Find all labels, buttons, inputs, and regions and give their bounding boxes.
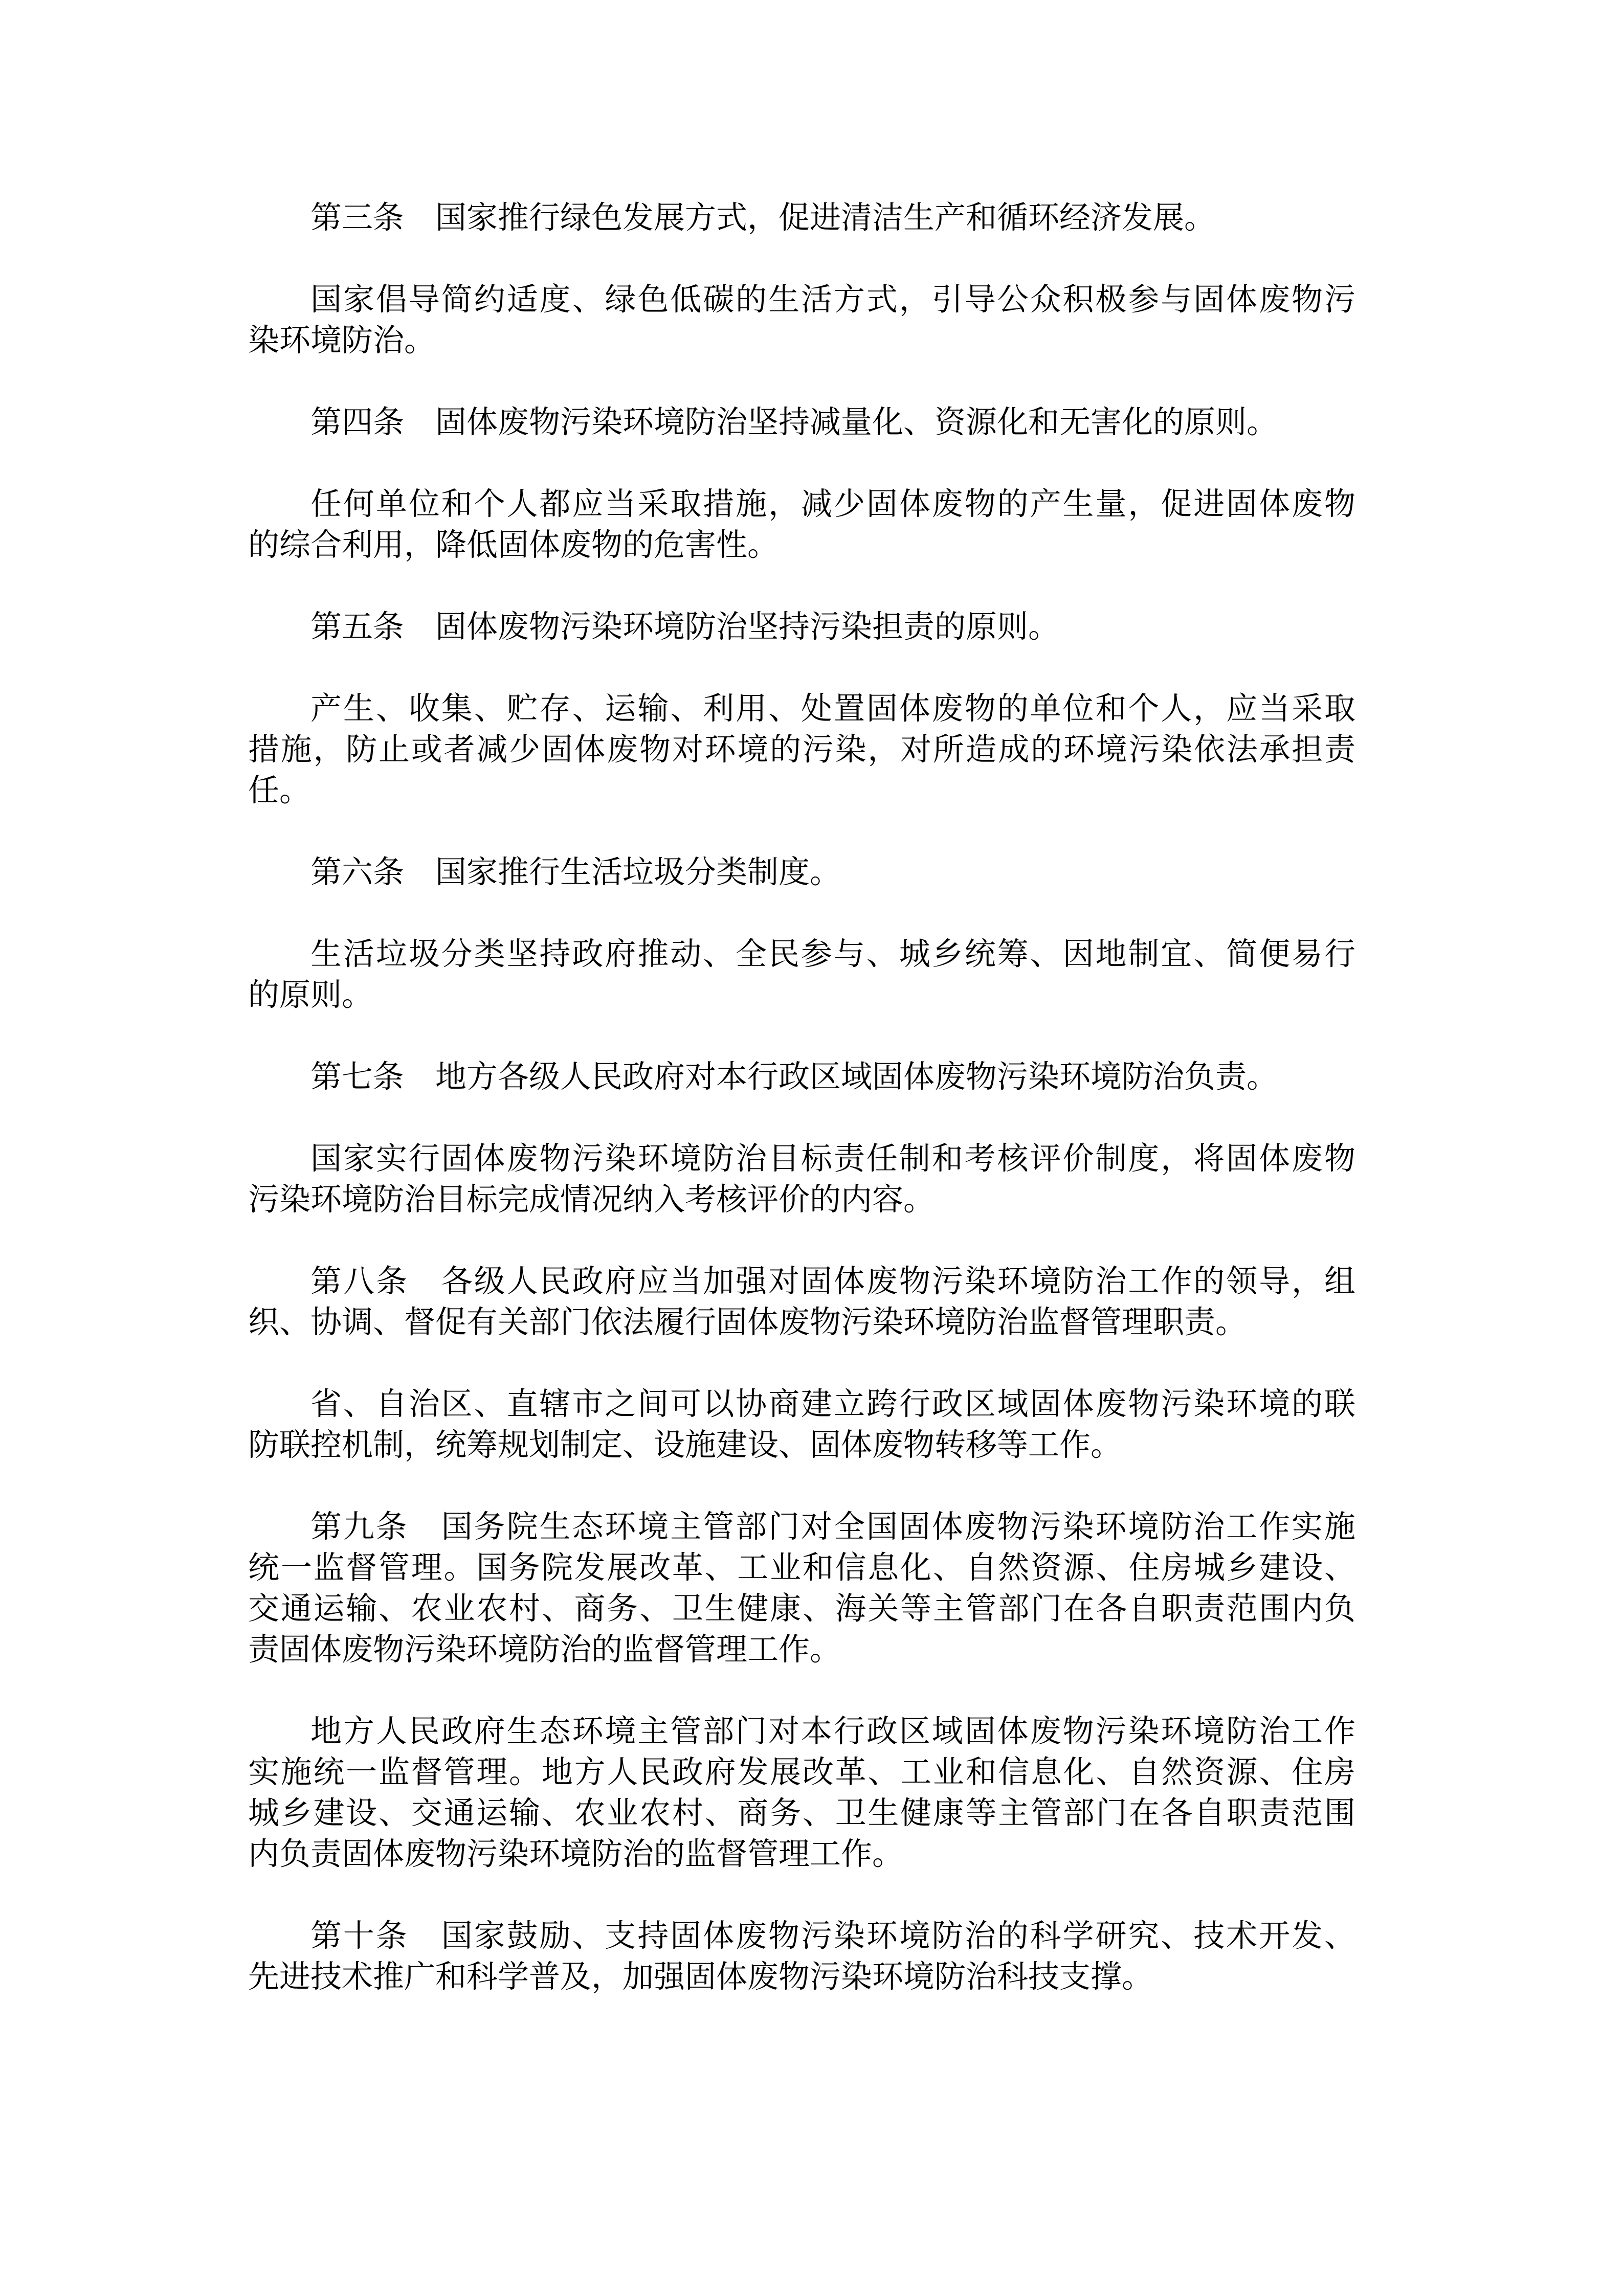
paragraph bbox=[248, 934, 1355, 1016]
text-line: 地方人民政府生态环境主管部门对本行政区域固体废物污染环境防治工作 bbox=[310, 1713, 1355, 1749]
text-line: 第八条 各级人民政府应当加强对固体废物污染环境防治工作的领导，组 bbox=[310, 1263, 1355, 1299]
text-line: 生活垃圾分类坚持政府推动、全民参与、城乡统筹、因地制宜、简便易行 bbox=[310, 936, 1355, 972]
paragraph bbox=[248, 484, 1355, 566]
text-line: 先进技术推广和科学普及，加强固体废物污染环境防治科技支撑。 bbox=[248, 1959, 1153, 1995]
document-content bbox=[248, 197, 1355, 2038]
text-line: 措施，防止或者减少固体废物对环境的污染，对所造成的环境污染依法承担责 bbox=[248, 731, 1355, 768]
text-line: 城乡建设、交通运输、农业农村、商务、卫生健康等主管部门在各自职责范围 bbox=[248, 1795, 1355, 1831]
paragraph bbox=[248, 852, 1355, 893]
text-line: 第三条 国家推行绿色发展方式，促进清洁生产和循环经济发展。 bbox=[310, 199, 1216, 236]
text-line: 染环境防治。 bbox=[248, 322, 436, 358]
text-line: 责固体废物污染环境防治的监督管理工作。 bbox=[248, 1631, 841, 1668]
paragraph bbox=[248, 1916, 1355, 1997]
text-line: 第四条 固体废物污染环境防治坚持减量化、资源化和无害化的原则。 bbox=[310, 404, 1278, 440]
text-line: 的综合利用，降低固体废物的危害性。 bbox=[248, 527, 779, 563]
text-line: 统一监督管理。国务院发展改革、工业和信息化、自然资源、住房城乡建设、 bbox=[248, 1549, 1355, 1586]
text-line: 任。 bbox=[248, 772, 311, 808]
text-line: 任何单位和个人都应当采取措施，减少固体废物的产生量，促进固体废物 bbox=[310, 486, 1355, 522]
paragraph bbox=[248, 1261, 1355, 1343]
paragraph bbox=[248, 402, 1355, 443]
paragraph bbox=[248, 197, 1355, 238]
text-line: 国家实行固体废物污染环境防治目标责任制和考核评价制度，将固体废物 bbox=[310, 1140, 1355, 1177]
paragraph bbox=[248, 1506, 1355, 1670]
text-line: 的原则。 bbox=[248, 977, 373, 1013]
text-line: 第七条 地方各级人民政府对本行政区域固体废物污染环境防治负责。 bbox=[310, 1059, 1278, 1095]
paragraph bbox=[248, 279, 1355, 361]
text-line: 省、自治区、直辖市之间可以协商建立跨行政区域固体废物污染环境的联 bbox=[310, 1386, 1355, 1422]
text-line: 产生、收集、贮存、运输、利用、处置固体废物的单位和个人，应当采取 bbox=[310, 690, 1355, 727]
paragraph bbox=[248, 1138, 1355, 1220]
text-line: 第六条 国家推行生活垃圾分类制度。 bbox=[310, 854, 841, 890]
text-line: 实施统一监督管理。地方人民政府发展改革、工业和信息化、自然资源、住房 bbox=[248, 1754, 1355, 1790]
text-line: 国家倡导简约适度、绿色低碳的生活方式，引导公众积极参与固体废物污 bbox=[310, 281, 1355, 318]
paragraph bbox=[248, 1711, 1355, 1875]
paragraph bbox=[248, 688, 1355, 811]
paragraph bbox=[248, 1384, 1355, 1466]
text-line: 污染环境防治目标完成情况纳入考核评价的内容。 bbox=[248, 1181, 935, 1218]
text-line: 第十条 国家鼓励、支持固体废物污染环境防治的科学研究、技术开发、 bbox=[310, 1918, 1355, 1954]
text-line: 第五条 固体废物污染环境防治坚持污染担责的原则。 bbox=[310, 609, 1060, 645]
paragraph bbox=[248, 1056, 1355, 1097]
text-line: 内负责固体废物污染环境防治的监督管理工作。 bbox=[248, 1836, 904, 1872]
text-line: 织、协调、督促有关部门依法履行固体废物污染环境防治监督管理职责。 bbox=[248, 1304, 1247, 1340]
text-line: 防联控机制，统筹规划制定、设施建设、固体废物转移等工作。 bbox=[248, 1427, 1122, 1463]
text-line: 第九条 国务院生态环境主管部门对全国固体废物污染环境防治工作实施 bbox=[310, 1509, 1355, 1545]
paragraph bbox=[248, 606, 1355, 647]
text-line: 交通运输、农业农村、商务、卫生健康、海关等主管部门在各自职责范围内负 bbox=[248, 1590, 1355, 1627]
